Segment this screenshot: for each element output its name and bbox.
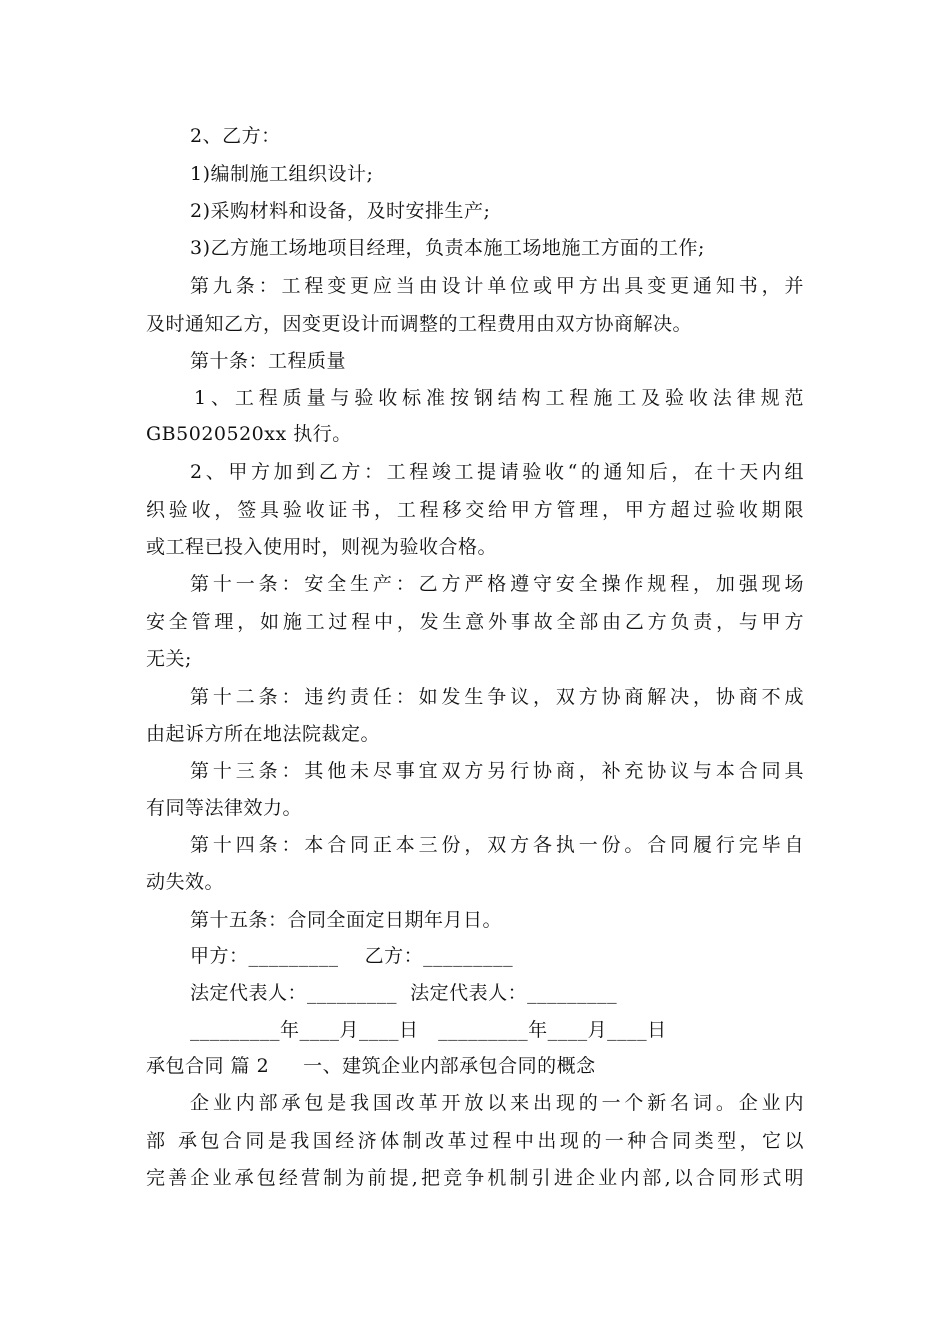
concept-heading: 一、建筑企业内部承包合同的概念: [303, 1055, 596, 1077]
article-10-item-2-line-3: 或工程已投入使用时，则视为验收合格。: [146, 536, 498, 558]
article-10-heading: 第十条：工程质量: [190, 350, 347, 372]
party-b-heading: 2、乙方：: [190, 125, 281, 147]
article-13-line-1: 第十三条：其他未尽事宜双方另行协商，补充协议与本合同具: [190, 760, 804, 782]
party-b-item-3: 3)乙方施工场地项目经理，负责本施工场地施工方面的工作;: [190, 237, 705, 259]
article-12-line-1: 第十二条：违约责任：如发生争议，双方协商解决，协商不成: [190, 686, 804, 708]
article-13-line-2: 有同等法律效力。: [146, 797, 303, 819]
concept-line-1: 企业内部承包是我国改革开放以来出现的一个新名词。企业内: [190, 1092, 804, 1114]
article-9-line-1: 第九条：工程变更应当由设计单位或甲方出具变更通知书，并: [190, 275, 804, 297]
article-12-line-2: 由起诉方所在地法院裁定。: [146, 723, 381, 745]
article-14-line-2: 动失效。: [146, 871, 225, 893]
concept-line-2: 部 承包合同是我国经济体制改革过程中出现的一种合同类型，它以: [146, 1130, 804, 1152]
article-15: 第十五条：合同全面定日期年月日。: [190, 909, 503, 931]
article-10-item-2-line-2: 织验收，签具验收证书，工程移交给甲方管理，甲方超过验收期限: [146, 499, 804, 521]
party-b-item-2: 2)采购材料和设备，及时安排生产;: [190, 200, 491, 222]
date-line: _________年____月____日 _________年____月____日: [190, 1019, 667, 1041]
section-heading-row: [146, 1052, 596, 1080]
article-10-item-1-line-1: 1、工程质量与验收标准按钢结构工程施工及验收法律规范: [194, 387, 804, 409]
article-11-line-1: 第十一条：安全生产：乙方严格遵守安全操作规程，加强现场: [190, 573, 804, 595]
article-11-line-3: 无关;: [146, 648, 192, 670]
concept-line-3: 完善企业承包经营制为前提,把竞争机制引进企业内部,以合同形式明: [146, 1167, 804, 1189]
party-signature-line: 甲方：_________ 乙方：_________: [190, 945, 514, 967]
article-10-item-1-line-2: GB5020520xx 执行。: [146, 423, 352, 445]
article-9-line-2: 及时通知乙方，因变更设计而调整的工程费用由双方协商解决。: [146, 313, 693, 335]
article-11-line-2: 安全管理，如施工过程中，发生意外事故全部由乙方负责，与甲方: [146, 611, 804, 633]
contract-section-title: 承包合同 篇 2: [146, 1055, 270, 1077]
article-10-item-2-line-1: 2、甲方加到乙方：工程竣工提请验收“的通知后，在十天内组: [190, 461, 804, 483]
party-b-item-1: 1)编制施工组织设计;: [190, 163, 374, 185]
legal-representative-line: 法定代表人：_________ 法定代表人：_________: [190, 982, 618, 1004]
article-14-line-1: 第十四条：本合同正本三份，双方各执一份。合同履行完毕自: [190, 834, 804, 856]
